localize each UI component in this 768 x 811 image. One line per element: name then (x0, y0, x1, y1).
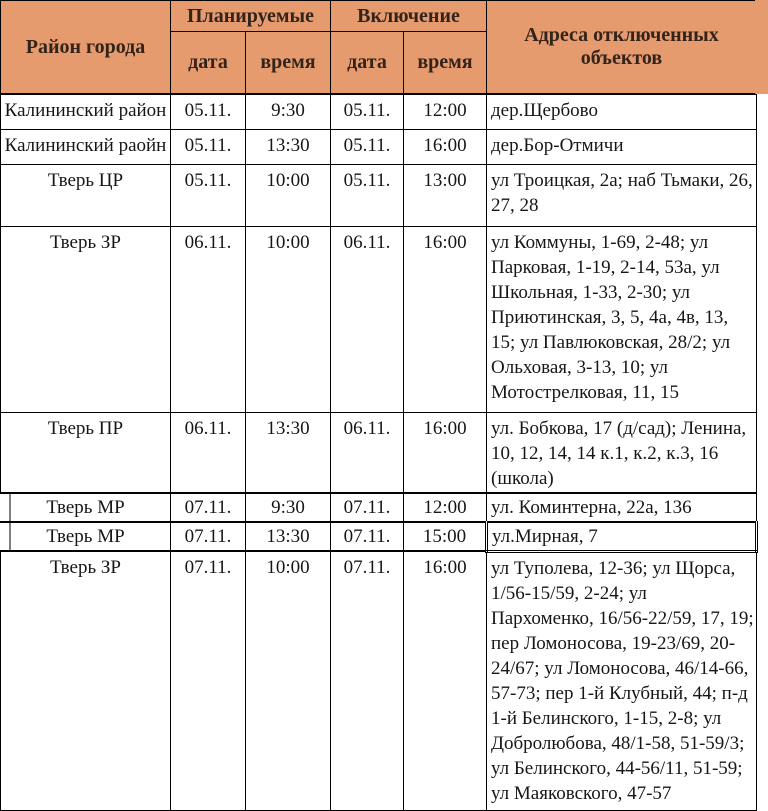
planned-time-cell: 13:30 (246, 522, 331, 552)
district-header: Район города (1, 1, 171, 95)
planned-header: Планируемые (171, 1, 331, 32)
on-time-cell: 13:00 (404, 164, 487, 226)
table-row (1, 129, 757, 164)
on-time-cell: 16:00 (404, 129, 487, 164)
on-time-cell: 16:00 (404, 551, 487, 810)
addresses-cell: дер.Щербово (487, 94, 757, 129)
district-cell: Тверь ЦР (1, 164, 171, 226)
addresses-cell: ул Коммуны, 1-69, 2-48; ул Парковая, 1-19, 2-14, 53а, ул Школьная, 1-33, 2-30; ул Приютинская, 3, 5, 4а, 4в, 13, 15; ул Павлюковская, 28/2; ул Ольховая, 3-13, 10; ул Мотострелковая, 11, 15 (487, 226, 757, 412)
on-date-cell: 06.11. (331, 226, 404, 412)
district-cell: Калининский раойн (1, 129, 171, 164)
planned-date-cell: 07.11. (171, 522, 246, 552)
on-time-cell: 12:00 (404, 493, 487, 522)
on-date-cell: 07.11. (331, 522, 404, 552)
planned-time-cell: 9:30 (246, 493, 331, 522)
on-date-cell: 05.11. (331, 94, 404, 129)
table-row (1, 164, 757, 226)
planned-date-cell: 06.11. (171, 412, 246, 493)
planned-date-cell: 06.11. (171, 226, 246, 412)
planned-time-cell: 10:00 (246, 226, 331, 412)
planned-time-cell: 10:00 (246, 551, 331, 810)
district-cell: Тверь ЗР (1, 226, 171, 412)
on-date-cell: 05.11. (331, 129, 404, 164)
on-time-cell: 16:00 (404, 412, 487, 493)
on-date-cell: 07.11. (331, 493, 404, 522)
switch-on-header: Включение (331, 1, 487, 32)
table-row (1, 412, 757, 493)
header-row-top (1, 1, 757, 32)
district-cell: Тверь ПР (1, 412, 171, 493)
on-date-cell: 05.11. (331, 164, 404, 226)
addresses-cell-selected: ул.Мирная, 7 (487, 522, 757, 552)
addresses-header: Адреса отключенных объектов (487, 1, 757, 95)
planned-date-cell: 07.11. (171, 493, 246, 522)
addresses-cell: ул. Коминтерна, 22а, 136 (487, 493, 757, 522)
table-header (1, 1, 757, 95)
on-time-cell: 16:00 (404, 226, 487, 412)
addresses-cell: ул Троицкая, 2а; наб Тьмаки, 26, 27, 28 (487, 164, 757, 226)
planned-date-header: дата (171, 32, 246, 95)
planned-time-header: время (246, 32, 331, 95)
on-date-cell: 06.11. (331, 412, 404, 493)
planned-time-cell: 13:30 (246, 129, 331, 164)
table-row (1, 94, 757, 129)
on-time-cell: 15:00 (404, 522, 487, 552)
addresses-cell: ул. Бобкова, 17 (д/сад); Ленина, 10, 12, 14, 14 к.1, к.2, к.3, 16 (школа) (487, 412, 757, 493)
planned-date-cell: 05.11. (171, 164, 246, 226)
table-row (1, 522, 757, 552)
on-time-header: время (404, 32, 487, 95)
district-cell: Тверь ЗР (1, 551, 171, 810)
district-cell: Калининский район (1, 94, 171, 129)
table-row (1, 226, 757, 412)
planned-time-cell: 10:00 (246, 164, 331, 226)
district-cell: Тверь МР (1, 522, 171, 552)
planned-date-cell: 05.11. (171, 94, 246, 129)
planned-date-cell: 05.11. (171, 129, 246, 164)
addresses-cell: ул Туполева, 12-36; ул Щорса, 1/56-15/59, 2-24; ул Пархоменко, 16/56-22/59, 17, 19; пер Ломоносова, 19-23/69, 20-24/67; ул Ломоносова, 46/14-66, 57-73; пер 1-й Клубный, 44; п-д 1-й Белинского, 1-15, 2-8; ул Добролюбова, 48/1-58, 51-59/3; ул Белинского, 44-56/11, 51-59; ул Маяковского, 47-57 (487, 551, 757, 810)
district-cell: Тверь МР (1, 493, 171, 522)
table-row (1, 551, 757, 810)
addresses-cell: дер.Бор-Отмичи (487, 129, 757, 164)
planned-date-cell: 07.11. (171, 551, 246, 810)
on-date-cell: 07.11. (331, 551, 404, 810)
planned-time-cell: 9:30 (246, 94, 331, 129)
planned-time-cell: 13:30 (246, 412, 331, 493)
on-date-header: дата (331, 32, 404, 95)
header-background-bleed (755, 0, 768, 94)
on-time-cell: 12:00 (404, 94, 487, 129)
table-row (1, 493, 757, 522)
